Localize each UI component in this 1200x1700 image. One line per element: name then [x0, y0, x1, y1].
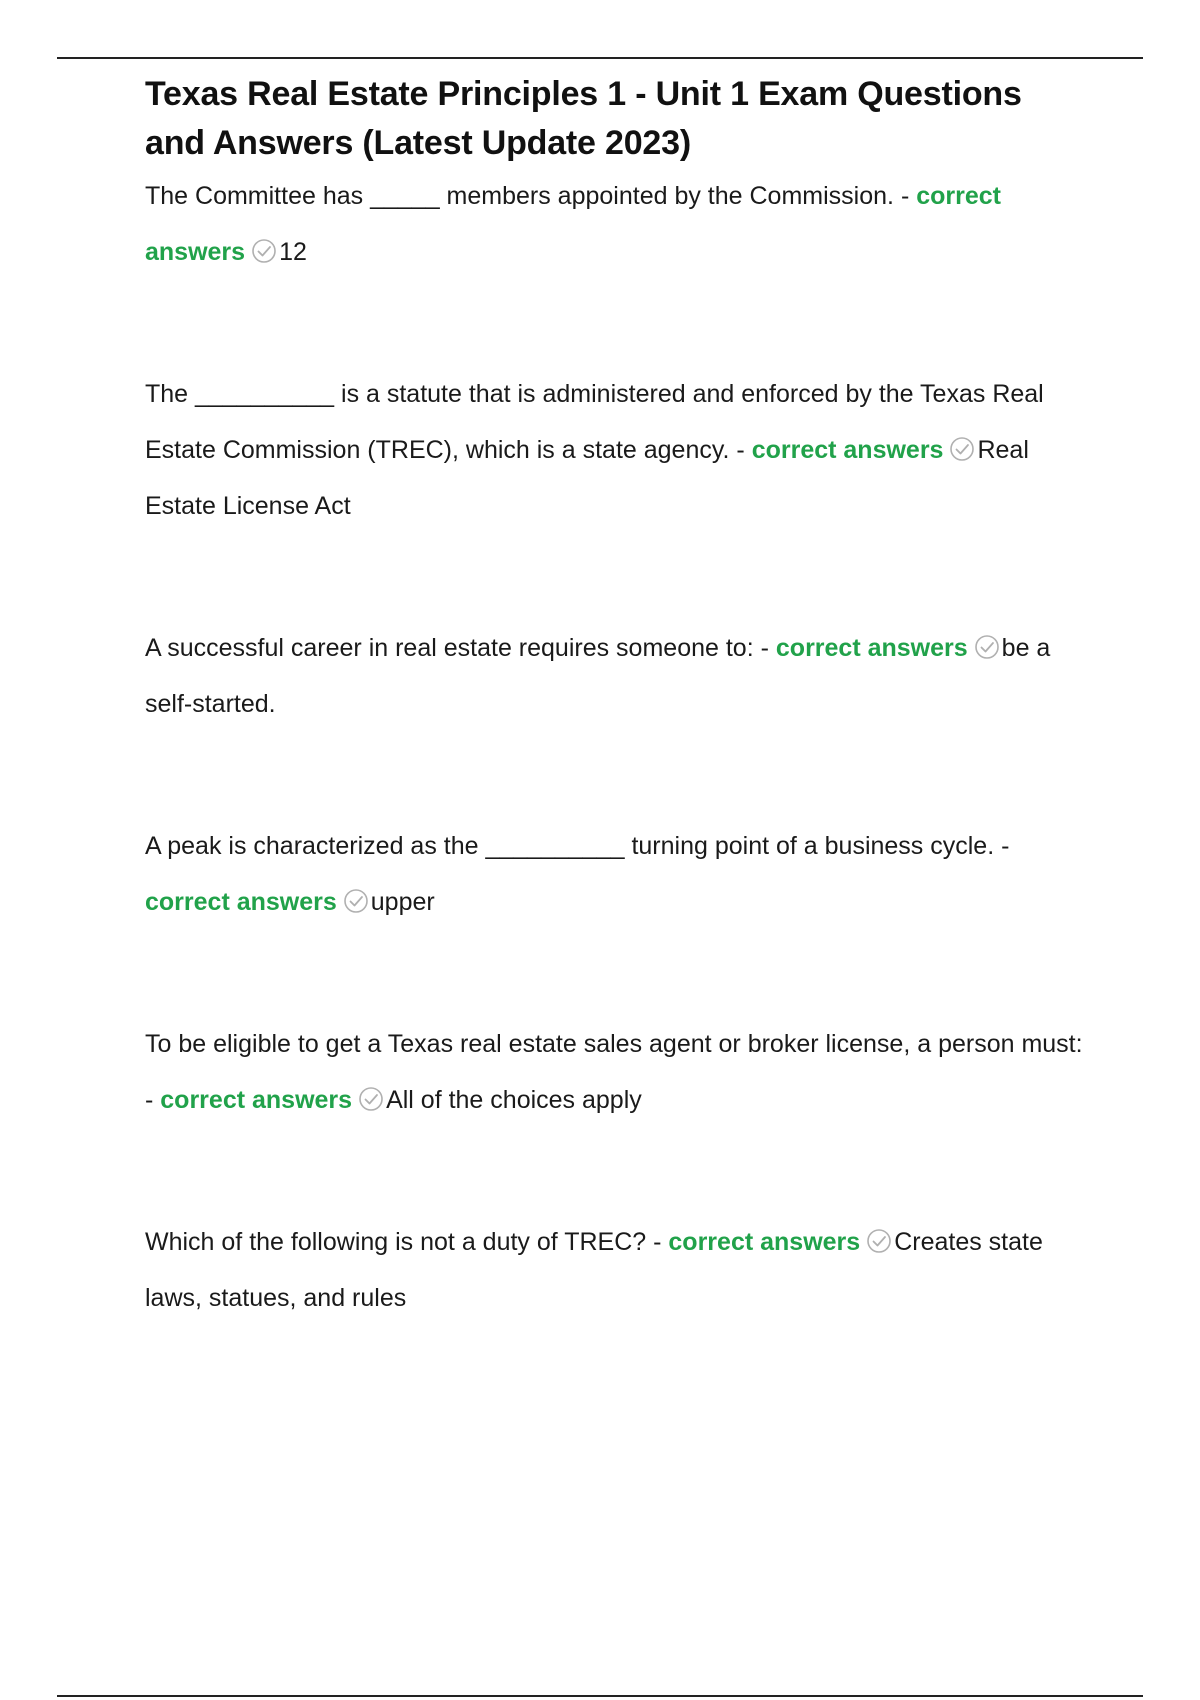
correct-answers-label: correct answers: [145, 888, 337, 916]
answer-separator: -: [653, 1228, 662, 1256]
answer-text: upper: [370, 888, 435, 916]
qa-item: [145, 1016, 1090, 1128]
check-circle-icon: [974, 634, 1000, 660]
answer-text: 12: [279, 238, 307, 266]
check-circle-icon: [251, 238, 277, 264]
answer-text: Real Estate License Act: [145, 436, 1029, 520]
answer-separator: -: [145, 1086, 154, 1114]
question-text: Which of the following is not a duty of TREC?: [145, 1228, 647, 1256]
qa-item: [145, 168, 1090, 280]
check-circle-icon: [358, 1086, 384, 1112]
answer-separator: -: [736, 436, 745, 464]
check-circle-icon: [343, 888, 369, 914]
header-rule: [57, 57, 1143, 59]
correct-answers-label: correct answers: [751, 436, 944, 464]
correct-answers-label: correct answers: [160, 1086, 353, 1114]
answer-text: All of the choices apply: [386, 1086, 642, 1114]
qa-item: [145, 818, 1090, 930]
question-text: To be eligible to get a Texas real estate sales agent or broker license, a person must:: [145, 1030, 1083, 1058]
document-page: [145, 70, 1090, 1326]
question-text: The Committee has _____ members appointed by the Commission.: [145, 182, 894, 210]
qa-item: [145, 620, 1090, 732]
qa-item: [145, 1214, 1090, 1326]
qa-item: [145, 366, 1090, 534]
document-title: Texas Real Estate Principles 1 - Unit 1 Exam Questions and Answers (Latest Update 2023): [145, 75, 1022, 162]
answer-separator: -: [760, 634, 769, 662]
answer-text: be a self-started.: [145, 634, 1051, 718]
answer-separator: -: [1001, 832, 1010, 860]
question-text: The __________ is a statute that is administered and enforced by the Texas Real Estate Commission (TREC), which is a state agency.: [145, 380, 1044, 464]
correct-answers-label: correct answers: [775, 634, 968, 662]
check-circle-icon: [866, 1228, 892, 1254]
footer-rule: [57, 1695, 1143, 1697]
correct-answers-label: correct answers: [145, 182, 1001, 266]
answer-text: Creates state laws, statues, and rules: [145, 1228, 1043, 1312]
question-text: A successful career in real estate requires someone to:: [145, 634, 754, 662]
check-circle-icon: [949, 436, 975, 462]
correct-answers-label: correct answers: [668, 1228, 861, 1256]
answer-separator: -: [900, 182, 910, 210]
question-text: A peak is characterized as the __________ turning point of a business cycle.: [145, 832, 995, 860]
